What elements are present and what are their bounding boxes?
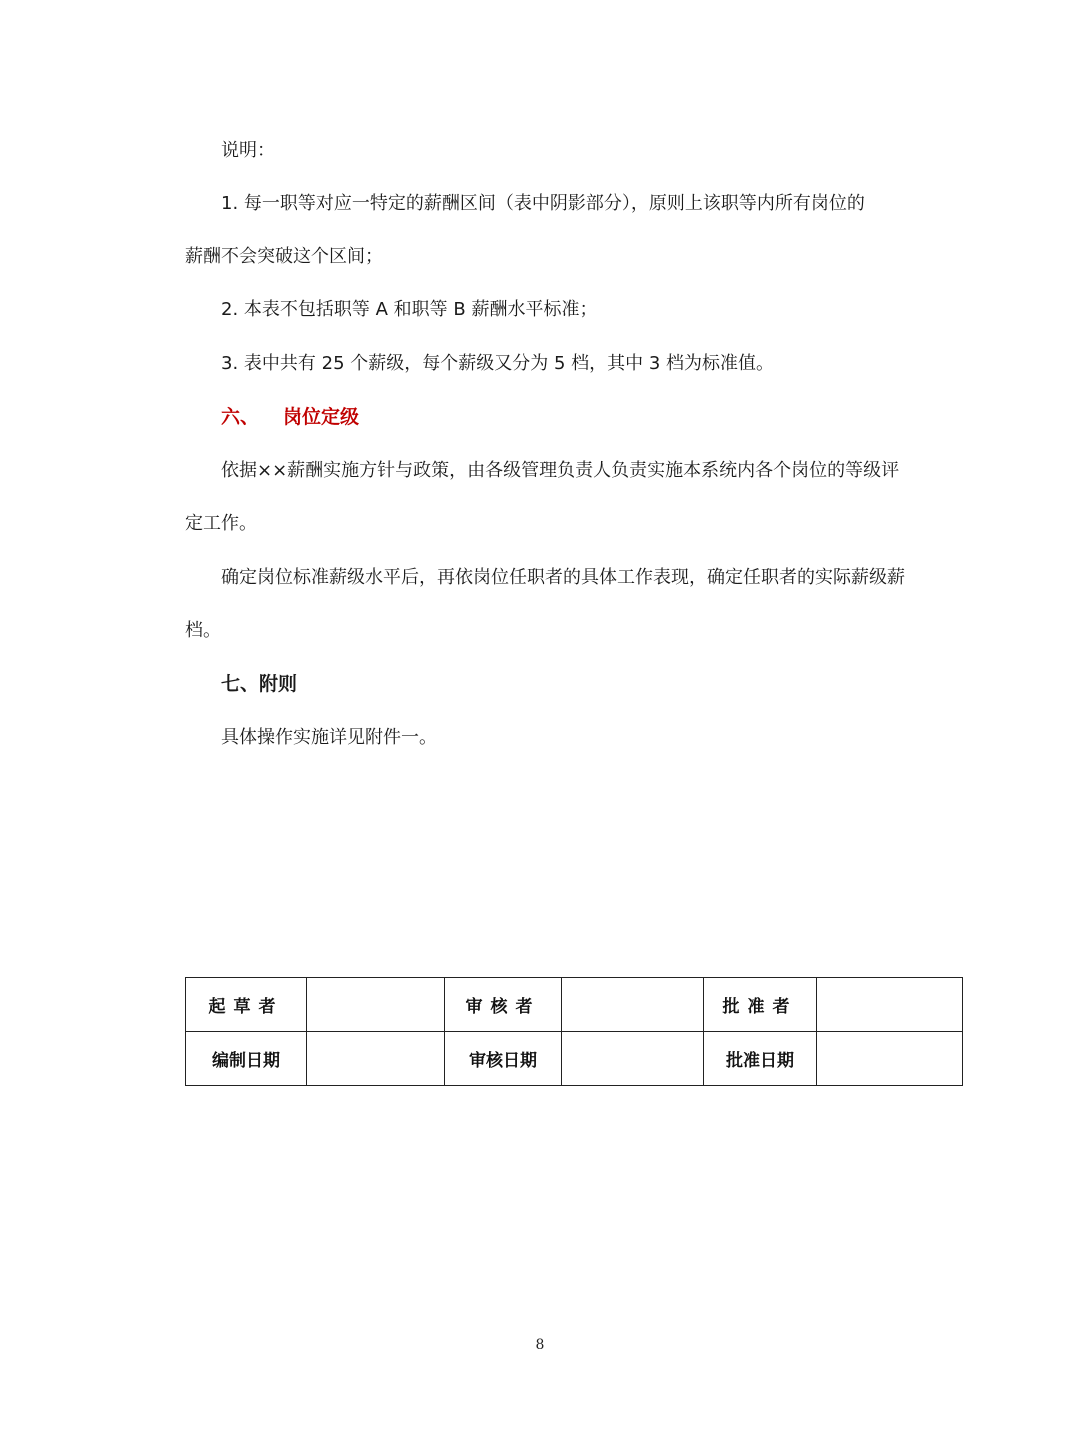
section-6-para-2-line-2: 档。	[185, 620, 221, 641]
notes-label: 说明：	[221, 140, 275, 161]
section-6-para-2-line-1: 确定岗位标准薪级水平后，再依岗位任职者的具体工作表现，确定任职者的实际薪级薪	[221, 567, 905, 588]
section-6-title: 岗位定级	[283, 406, 360, 428]
note-item-2: 2. 本表不包括职等 A 和职等 B 薪酬水平标准；	[221, 299, 598, 320]
note-item-3: 3. 表中共有 25 个薪级，每个薪级又分为 5 档，其中 3 档为标准值。	[221, 353, 775, 374]
signoff-table	[185, 977, 963, 1086]
drafter-label: 起草者	[186, 978, 307, 1032]
reviewer-label: 审核者	[445, 978, 562, 1032]
drafter-value	[307, 978, 445, 1032]
approve-date-value	[817, 1032, 963, 1086]
approver-value	[817, 978, 963, 1032]
section-7-heading: 七、附则	[221, 673, 298, 695]
section-6-number: 六、	[221, 406, 260, 428]
signoff-row-2	[186, 1032, 963, 1086]
section-6-para-1-line-1: 依据××薪酬实施方针与政策，由各级管理负责人负责实施本系统内各个岗位的等级评	[221, 460, 900, 481]
review-date-label: 审核日期	[445, 1032, 562, 1086]
section-6-para-1-line-2: 定工作。	[185, 513, 257, 534]
review-date-value	[562, 1032, 704, 1086]
note-item-1-line-2: 薪酬不会突破这个区间；	[185, 246, 383, 267]
reviewer-value	[562, 978, 704, 1032]
compile-date-value	[307, 1032, 445, 1086]
signoff-row-1	[186, 978, 963, 1032]
compile-date-label: 编制日期	[186, 1032, 307, 1086]
section-6-heading	[221, 405, 359, 429]
note-item-1-line-1: 1. 每一职等对应一特定的薪酬区间（表中阴影部分），原则上该职等内所有岗位的	[221, 193, 865, 214]
page-number: 8	[535, 1337, 545, 1353]
approver-label: 批准者	[704, 978, 817, 1032]
approve-date-label: 批准日期	[704, 1032, 817, 1086]
section-7-para: 具体操作实施详见附件一。	[221, 727, 437, 748]
